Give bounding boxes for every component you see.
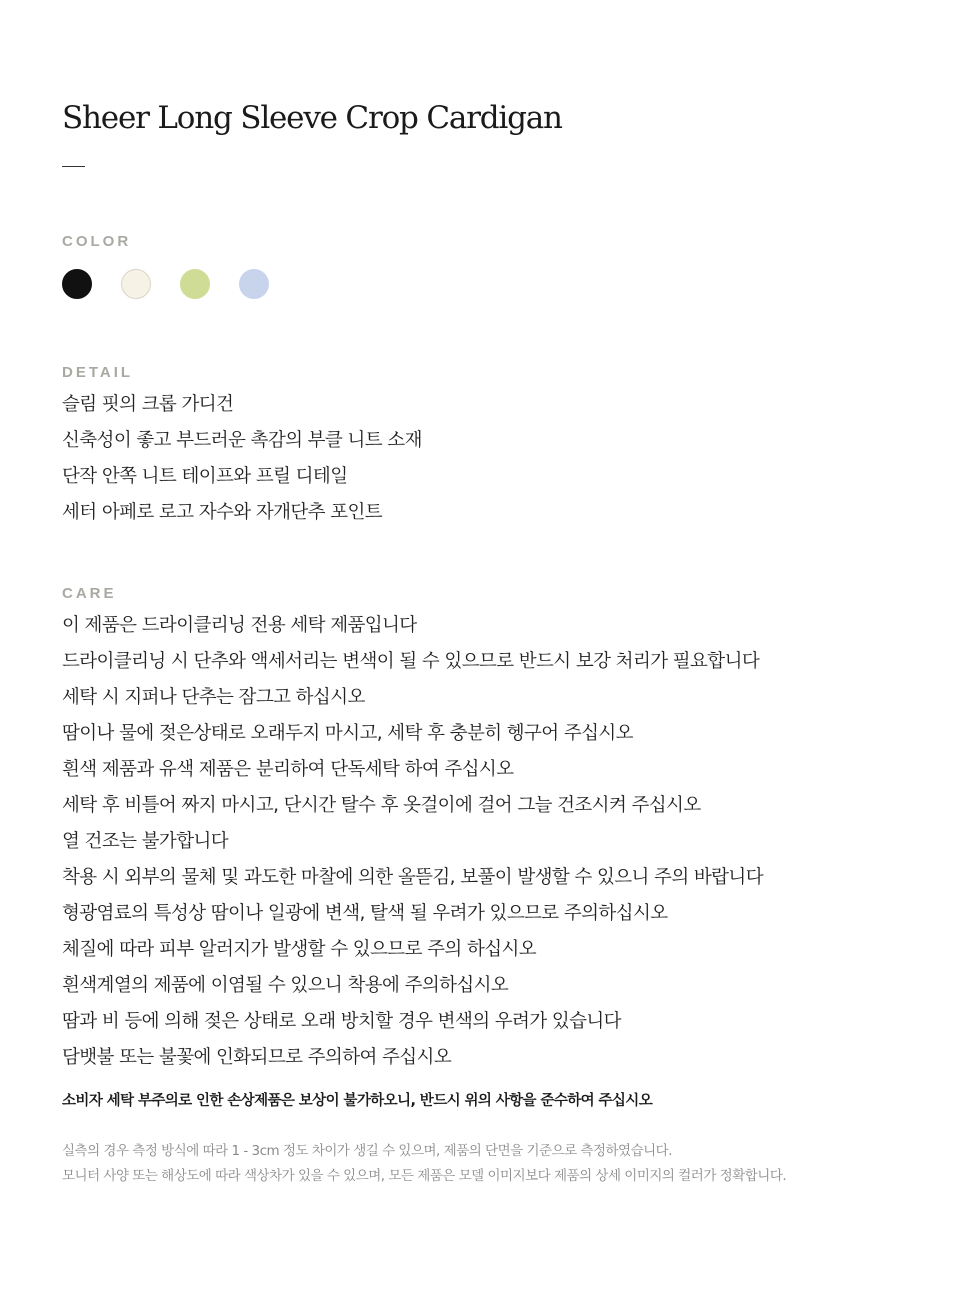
care-line: 체질에 따라 피부 알러지가 발생할 수 있으므로 주의 하십시오 <box>62 939 537 960</box>
product-title: Sheer Long Sleeve Crop Cardigan <box>62 100 562 136</box>
care-line: 세탁 시 지퍼나 단추는 잠그고 하십시오 <box>62 687 365 708</box>
title-divider <box>62 166 85 167</box>
detail-list <box>62 387 422 531</box>
care-line: 형광염료의 특성상 땀이나 일광에 변색, 탈색 될 우려가 있으므로 주의하십시오 <box>62 903 668 924</box>
detail-section-label: DETAIL <box>62 364 134 381</box>
care-line: 열 건조는 불가합니다 <box>62 831 229 852</box>
color-swatch-light-blue[interactable] <box>239 269 269 299</box>
detail-line: 단작 안쪽 니트 테이프와 프릴 디테일 <box>62 466 348 487</box>
footnote-color: 모니터 사양 또는 해상도에 따라 색상차가 있을 수 있으며, 모든 제품은 모델 이미지보다 제품의 상세 이미지의 컬러가 정확합니다. <box>62 1168 787 1184</box>
color-section-label: COLOR <box>62 233 132 250</box>
detail-line: 세터 아페로 로고 자수와 자개단추 포인트 <box>62 502 383 523</box>
care-list <box>62 608 763 1076</box>
care-line: 세탁 후 비틀어 짜지 마시고, 단시간 탈수 후 옷걸이에 걸어 그늘 건조시켜 주십시오 <box>62 795 701 816</box>
color-swatches <box>62 269 269 299</box>
care-line: 이 제품은 드라이클리닝 전용 세탁 제품입니다 <box>62 615 417 636</box>
color-swatch-black[interactable] <box>62 269 92 299</box>
footnotes <box>62 1139 786 1189</box>
color-swatch-lime[interactable] <box>180 269 210 299</box>
care-line: 땀과 비 등에 의해 젖은 상태로 오래 방치할 경우 변색의 우려가 있습니다 <box>62 1011 621 1032</box>
care-line: 담뱃불 또는 불꽃에 인화되므로 주의하여 주십시오 <box>62 1047 452 1068</box>
care-line: 흰색 제품과 유색 제품은 분리하여 단독세탁 하여 주십시오 <box>62 759 514 780</box>
color-swatch-cream[interactable] <box>121 269 151 299</box>
detail-line: 신축성이 좋고 부드러운 촉감의 부클 니트 소재 <box>62 430 422 451</box>
footnote-measurement: 실측의 경우 측정 방식에 따라 1 - 3cm 정도 차이가 생길 수 있으며, 제품의 단면을 기준으로 측정하였습니다. <box>62 1143 673 1159</box>
care-line: 드라이클리닝 시 단추와 액세서리는 변색이 될 수 있으므로 반드시 보강 처리가 필요합니다 <box>62 651 760 672</box>
care-line: 착용 시 외부의 물체 및 과도한 마찰에 의한 올뜯김, 보풀이 발생할 수 있으니 주의 바랍니다 <box>62 867 763 888</box>
detail-line: 슬림 핏의 크롭 가디건 <box>62 394 234 415</box>
care-line: 흰색계열의 제품에 이염될 수 있으니 착용에 주의하십시오 <box>62 975 509 996</box>
care-warning: 소비자 세탁 부주의로 인한 손상제품은 보상이 불가하오니, 반드시 위의 사항을 준수하여 주십시오 <box>62 1093 653 1109</box>
care-section-label: CARE <box>62 585 117 602</box>
care-line: 땀이나 물에 젖은상태로 오래두지 마시고, 세탁 후 충분히 헹구어 주십시오 <box>62 723 633 744</box>
